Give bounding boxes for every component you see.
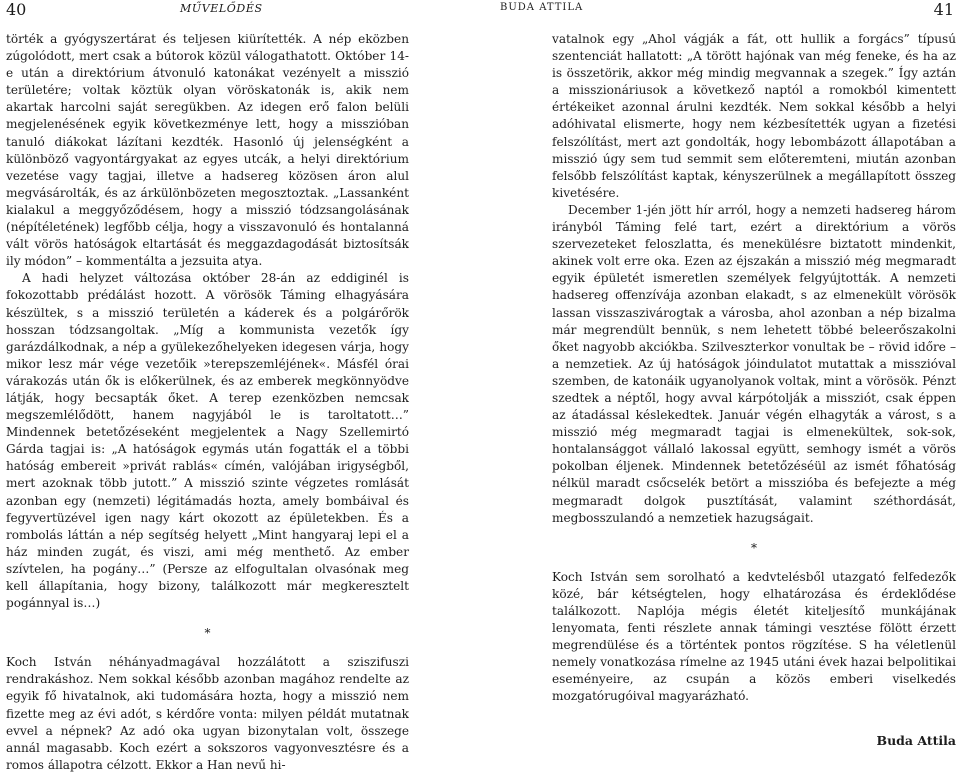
paragraph: törték a gyógyszertárat és teljesen kiürítették. A nép eközben zúgolódott, mert csak a bútorok közül válogathatott. Október 14-e után a direktórium átvonuló katonákat vezényelt a misszió területére; voltak köztük olyan vöröskatonák is, akik nem akartak harcolni saját seregükben. Az idegen erő falon belüli megjelenésének egyik következménye lett, hogy a misszióban tanuló diákokat lázítani kezdték. Hasonló új jelenségként a különböző vagyontárgyakat az egyes utcák, a helyi direktórium vezetése vagy tagjai, illetve a hadsereg közösen áron alul megvásárolták, és az árkülönbözeten megosztoztak. „Lassanként kialakul a meggyőződésem, hogy a misszió tódzsangolásának (népítéletének) legfőbb célja, hogy a visszavonuló és hontalanná vált vörös hatóságok eltartását és meggazdagodását biztosítsák ily módon” – kommentálta a jezsuita atya. <box>6 32 409 269</box>
section-separator: * <box>751 540 757 555</box>
author-signature: Buda Attila <box>876 732 956 748</box>
running-head: MŰVELŐDÉS <box>180 2 263 15</box>
running-head: BUDA ATTILA <box>500 2 584 13</box>
page-number: 40 <box>6 0 27 19</box>
section-separator: * <box>204 626 211 641</box>
text-column <box>6 31 409 774</box>
paragraph: Koch István sem sorolható a kedvtelésből utazgató felfedezők közé, bár kétségtelen, hogy elhatározása és érdeklődése találkozott. Naplója mégis életét kiteljesítő munkájának lenyomata, fenti részlete annak támingi vesztése fölött érzett megrendülése és a történtek pontos rögzítése. S ha véletlenül nemely vonatkozása rímelne az 1945 utáni évek hazai belpolitikai eseményeire, az csupán a közös emberi viselkedés mozgatórugóival magyarázható. <box>552 569 956 704</box>
paragraph: vatalnok egy „Ahol vágják a fát, ott hullik a forgács” típusú szentenciát hallatott: „A törött hajónak van még feneke, és ha az is összetörik, akkor még mindig megvannak a szegek.” Így aztán a misszionáriusok a következő naptól a romokból kimentett értékeiket azonnal árulni kezdték. Nem sokkal később a helyi adóhivatal elismerte, hogy nem kézbesítették ugyan a fizetési felszólítást, mert azt gondolták, hogy lebombázott állapotában a misszió úgy sem tud semmit sem előteremteni, miután azonban felsőbb felszólítást kaptak, kényszerülnek a megállapított összeg kivetésére. <box>552 32 956 200</box>
paragraph: Koch István néhányadmagával hozzálátott a sziszifuszi rendrakáshoz. Nem sokkal később azonban magához rendelte az egyik fő hivatalnok, aki tudomására hozta, hogy a misszió nem fizette meg az évi adót, s kérdőre vonta: milyen példát mutatnak evvel a népnek? Az adó oka ugyan bizonytalan volt, összege annál magasabb. Koch ezért a sokszoros vagyonvesztésre és a romos állapotra célzott. Ekkor a Han nevű hi- <box>6 655 409 772</box>
page-number: 41 <box>933 0 954 19</box>
paragraph: A hadi helyzet változása október 28-án az eddiginél is fokozottabb prédálást hozott. A vörösök Táming elhagyására készültek, s a misszió területén a káderek és a polgárőrök hosszan tódzsangoltak. „Míg a kommunista vezetők így garázdálkodnak, a nép a gyülekezőhelyeken idegesen várja, hogy mikor lesz már vége vezetőik »terepszemléjének«. Másfél órai várakozás után ők is előkerülnek, és az emberek megkönnyödve látják, hogy becsapták őket. A terep ezenközben nemcsak megszemlélődött, hanem nagyjából le is taroltatott…” Mindennek betetőzéseként megjelentek a Nagy Szellemirtó Gárda tagjai is: „A hatóságok egymás után fogatták el a többi hatóság embereit »privát rablás« címén, valójában irigységből, mert azoknak több jutott.” A misszió szinte végzetes romlását azonban egy (nemzeti) légitámadás hozta, amely bombáival és fegyvertüzével igen nagy kárt okozott az épületekben. És a rombolás láttán a nép segítség helyett „Mint hangyaraj lepi el a ház minden zugát, és viszi, ami még menthető. Az ember szívtelen, ha pogány…” (Persze az elfogultalan olvasónak meg kell állapítania, hogy bizony, találkozott már megkeresztelt pogánnyal is…) <box>6 271 409 611</box>
paragraph: December 1-jén jött hír arról, hogy a nemzeti hadsereg három irányból Táming felé tart, ezért a direktórium a vörös szervezeteket feloszlatta, és menekülésre biztatott mindenkit, akinek volt erre oka. Ezen az éjszakán a misszió még megmaradt egyik épületét ismeretlen személyek felgyújtották. A nemzeti hadsereg offenzívája azonban elakadt, s az elmenekült vörösök lassan visszaszivárogtak a városba, ahol azonban a nép bizalma már megrendült bennük, s nem lehetett többé beleerőszakolni őket nagyobb akciókba. Szilveszterkor vonultak be – rövid időre – a nemzetiek. Az új hatóságok jóindulatot mutattak a misszióval szemben, de katonáik ugyanolyanok voltak, mint a vörösök. Pénzt szedtek a néptől, hogy avval kárpótolják a missziót, csak éppen az átadással késlekedtek. Január végén elhagyták a várost, s a misszió még megmaradt tagjai is elmenekültek, sok-sok, hontalansággot vállaló lakossal együtt, semhogy ismét a vörös pokolban éljenek. Mindennek betetőzéséül az ismét főhatóság nélkül maradt csőcselék betört a misszióba és befejezte a még megmaradt dolgok pusztítását, valamint széthordását, megbosszulandó a nemzetiek hazugságait. <box>552 202 956 525</box>
signature-block <box>552 732 956 750</box>
text-column <box>552 31 956 750</box>
left-page <box>0 0 480 772</box>
right-page <box>480 0 960 748</box>
